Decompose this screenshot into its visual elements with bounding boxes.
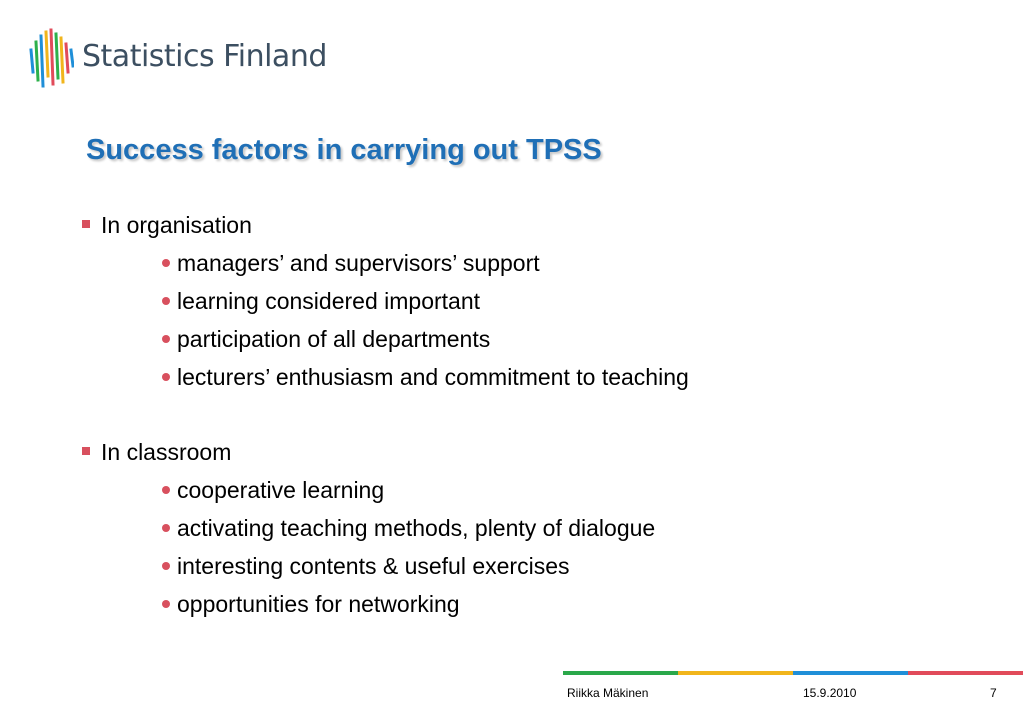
section-organisation (82, 212, 689, 402)
square-bullet-icon (82, 220, 90, 228)
list-item-text: activating teaching methods, plenty of dialogue (177, 515, 656, 541)
footer-bar-segment (908, 671, 1023, 675)
footer-bar-segment (793, 671, 908, 675)
list-item (82, 477, 655, 515)
list-item (82, 326, 689, 364)
barcode-logo-icon (28, 28, 74, 90)
round-bullet-icon (162, 600, 170, 608)
list-item (82, 515, 655, 553)
footer-color-bar (563, 671, 1023, 675)
bullet-list (82, 477, 655, 629)
footer-page-number: 7 (990, 686, 997, 700)
logo-wordmark: Statistics Finland (82, 39, 327, 74)
slide-title: Success factors in carrying out TPSS (86, 134, 602, 166)
list-item-text: managers’ and supervisors’ support (177, 250, 540, 276)
list-item-text: learning considered important (177, 288, 481, 314)
footer-date: 15.9.2010 (803, 686, 857, 700)
section-heading-text: In classroom (101, 439, 232, 465)
section-classroom (82, 439, 655, 629)
round-bullet-icon (162, 562, 170, 570)
list-item (82, 250, 689, 288)
footer-bar-segment (563, 671, 678, 675)
round-bullet-icon (162, 524, 170, 532)
round-bullet-icon (162, 373, 170, 381)
list-item-text: opportunities for networking (177, 591, 460, 617)
list-item (82, 288, 689, 326)
round-bullet-icon (162, 297, 170, 305)
footer-bar-segment (678, 671, 793, 675)
round-bullet-icon (162, 259, 170, 267)
section-heading (82, 439, 655, 477)
list-item-text: cooperative learning (177, 477, 385, 503)
bullet-list (82, 250, 689, 402)
round-bullet-icon (162, 486, 170, 494)
list-item-text: lecturers’ enthusiasm and commitment to teaching (177, 364, 689, 390)
round-bullet-icon (162, 335, 170, 343)
list-item (82, 364, 689, 402)
square-bullet-icon (82, 447, 90, 455)
list-item-text: participation of all departments (177, 326, 491, 352)
list-item (82, 591, 655, 629)
list-item (82, 553, 655, 591)
section-heading (82, 212, 689, 250)
list-item-text: interesting contents & useful exercises (177, 553, 570, 579)
section-heading-text: In organisation (101, 212, 252, 238)
footer-author: Riikka Mäkinen (567, 686, 649, 700)
